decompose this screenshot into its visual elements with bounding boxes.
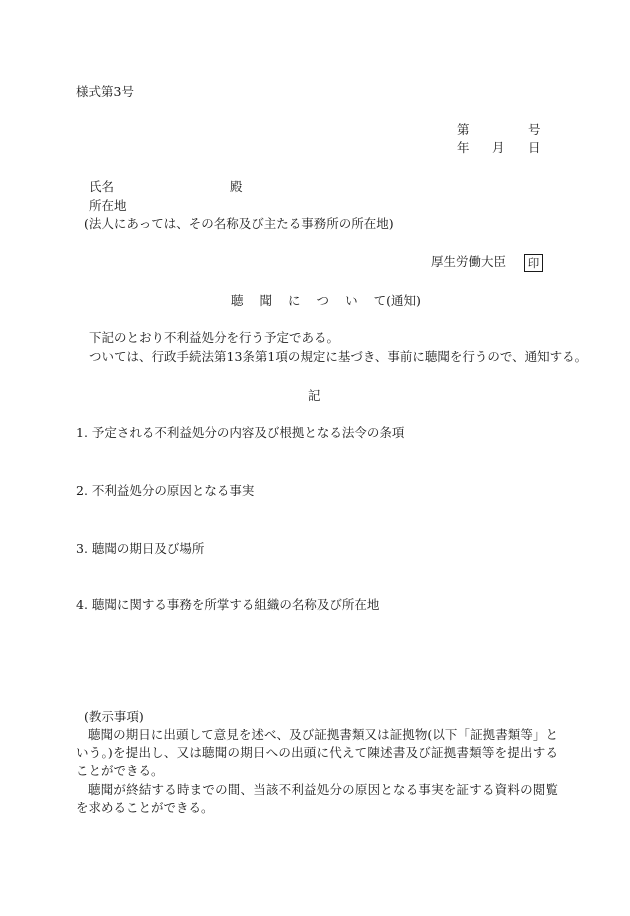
item-1: 1. 予定される不利益処分の内容及び根拠となる法令の条項 — [76, 425, 405, 440]
ref-nen: 年 — [457, 140, 470, 155]
item-4: 4. 聴聞に関する事務を所掌する組織の名称及び所在地 — [76, 597, 380, 612]
title-char: 聞 — [259, 293, 273, 308]
notice-heading: (教示事項) — [84, 709, 144, 724]
ref-dai: 第 — [457, 122, 470, 137]
intro-line-1: 下記のとおり不利益処分を行う予定である。 — [89, 330, 340, 345]
recipient-address-label: 所在地 — [89, 198, 127, 213]
intro-line-2: ついては、行政手続法第13条第1項の規定に基づき、事前に聴聞を行うので、通知する。 — [89, 349, 588, 364]
item-3: 3. 聴聞の期日及び場所 — [76, 541, 205, 556]
ref-go: 号 — [528, 122, 541, 137]
item-2: 2. 不利益処分の原因となる事実 — [76, 483, 255, 498]
form-number: 様式第3号 — [76, 84, 134, 99]
ref-tsuki: 月 — [492, 140, 505, 155]
title-char: い — [345, 293, 358, 308]
title-char: 聴 — [231, 293, 244, 308]
recipient-corporate-note: (法人にあっては、その名称及び主たる事務所の所在地) — [84, 216, 394, 231]
title-char: つ — [316, 293, 330, 308]
title-char: に — [288, 293, 301, 308]
notice-paragraph-2: 聴聞が終結する時までの間、当該不利益処分の原因となる事実を証する資料の閲覧を求めることができる。 — [76, 782, 558, 815]
ki-heading: 記 — [308, 388, 321, 403]
notice-paragraph-1: 聴聞の期日に出頭して意見を述べ、及び証拠書類又は証拠物(以下「証拠書類等」という。)を提出し、又は聴聞の期日への出頭に代えて陳述書及び証拠書類等を提出することができる。 — [76, 727, 558, 778]
seal-stamp: 印 — [524, 254, 543, 272]
sender-title: 厚生労働大臣 — [431, 254, 507, 269]
recipient-name-label: 氏名 — [89, 179, 115, 194]
recipient-honorific: 殿 — [230, 179, 243, 194]
title-char: て — [373, 293, 387, 308]
title-suffix: (通知) — [386, 293, 421, 308]
ref-hi: 日 — [528, 140, 541, 155]
doc-title — [231, 293, 421, 309]
